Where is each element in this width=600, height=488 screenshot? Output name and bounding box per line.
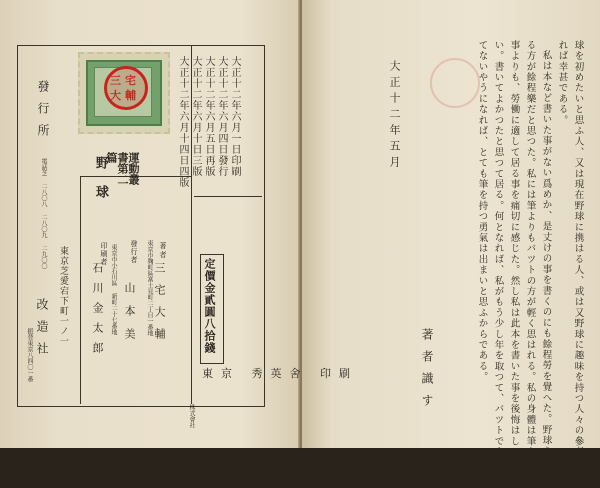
author-seal: 三 宅 大 輔 [104, 66, 148, 110]
printer-address: 東京市小石川區 新町二十七番地 [110, 244, 117, 335]
preface-line-5: 事よりも、勞働に適して居る事を痛切に感じた。然し私は此本を書いた事を後悔はして居な [508, 40, 520, 479]
print-date-5: 大正十二年六月十四日四版 [177, 56, 188, 188]
book-title: 野球 [93, 156, 108, 214]
printer-name: 石川金太郎 [91, 262, 104, 362]
publisher-name: 山本美 [123, 282, 136, 351]
preface-line-2: れば幸甚である。 [556, 40, 568, 126]
preface-date: 大正十二年五月 [388, 60, 401, 172]
preface-signature: 著者識す [420, 328, 434, 416]
print-date-2: 大正十二年六月四日發行 [216, 56, 227, 177]
preface-line-3: 私は本など書いた事がない爲めか、是丈けの事を書くのにも餘程勞を覺へた。野球をや [540, 50, 552, 468]
transfer-account: 振替東京八四〇一番 [26, 328, 33, 382]
faint-seal-mark [430, 58, 480, 108]
publisher-house-label: 發行所 [36, 80, 50, 146]
preface-line-4: る方が餘程樂だと思つた。私には筆よりもバツトの方が輕く思はれる。私の身體は筆を持つ [524, 40, 536, 479]
printer-label: 印刷者 [100, 242, 108, 266]
publisher-house-name: 改造社 [35, 298, 49, 364]
printer-house-note: 株式會社 [188, 404, 195, 428]
preface-line-6: い。書いてよかつたと思つて居る。何となれば、私がもう少し年を取つて、バツトでき〳〵持 [492, 40, 504, 488]
author-address: 東京市麹町區富士見町二丁目一番地 [146, 240, 153, 336]
print-date-1: 大正十二年六月一日印刷 [229, 56, 240, 177]
series-title: 運動叢書第二篇 [105, 152, 140, 185]
phone-numbers: 電話芝 二八〇八 二八〇九 二九〇〇 [40, 158, 47, 269]
preface-line-1: 球を初めたいと思ふ人、又は現在野球に携はる人、或は又野球に趣味を持つ人々の參考にな [572, 40, 584, 479]
price-label: 定價金貳圓八拾錢 [203, 258, 216, 354]
publisher-label: 發行者 [130, 240, 138, 264]
print-date-3: 大正十二年六月五日再版 [203, 56, 214, 177]
author-name: 三宅大輔 [153, 262, 166, 350]
preface-line-7: てないやうになれば、とても筆を持つ勇氣は出まいと思ふからである。 [476, 40, 488, 383]
revenue-stamp [78, 52, 170, 134]
author-label: 著者 [159, 242, 167, 260]
printer-house: 東京 秀英舍 印刷 [202, 367, 358, 380]
print-date-4: 大正十二年六月十日三版 [190, 56, 201, 177]
publisher-house-address: 東京芝愛宕下町一ノ一 [58, 246, 68, 346]
